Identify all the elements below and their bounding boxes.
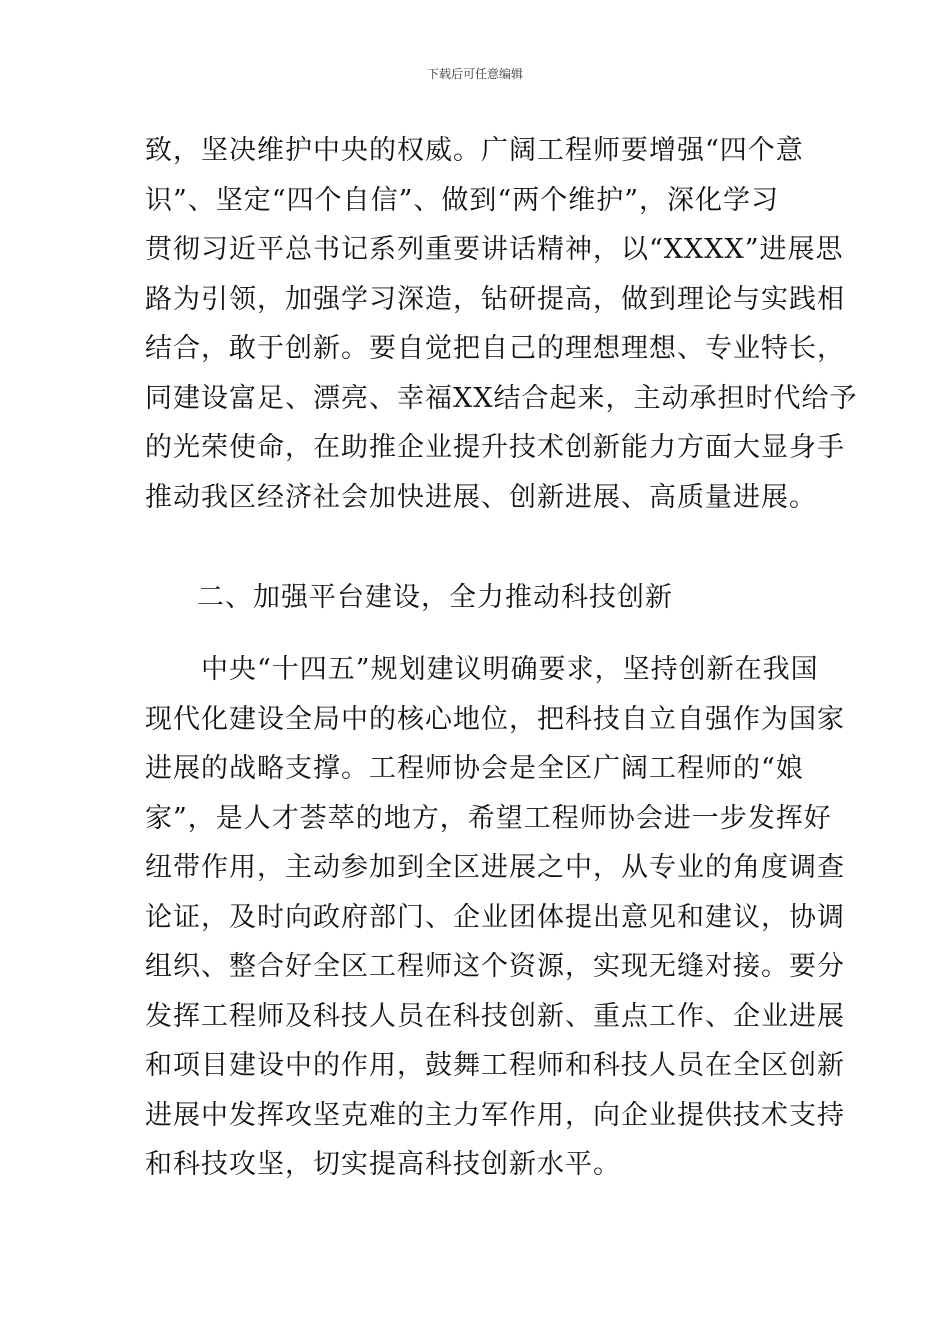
paragraph-line: 论证，及时向政府部门、企业团体提出意见和建议，协调: [145, 901, 845, 933]
paragraph-line: 的光荣使命，在助推企业提升技术创新能力方面大显身手: [145, 432, 845, 463]
paragraph-line: 和项目建设中的作用，鼓舞工程师和科技人员在全区创新: [145, 1050, 845, 1081]
paragraph-line: 中央“十四五”规划建议明确要求，坚持创新在我国: [145, 654, 819, 685]
paragraph-line: 同建设富足、漂亮、幸福XX结合起来，主动承担时代给予: [145, 382, 858, 414]
paragraph-line: 推动我区经济社会加快进展、创新进展、高质量进展。: [145, 481, 817, 513]
paragraph-line: 发挥工程师及科技人员在科技创新、重点工作、企业进展: [145, 1000, 845, 1032]
paragraph-line: 和科技攻坚，切实提高科技创新水平。: [145, 1149, 621, 1180]
paragraph-line: 家”，是人才荟萃的地方，希望工程师协会进一步发挥好: [145, 802, 832, 834]
paragraph-line: 组织、整合好全区工程师这个资源，实现无缝对接。要分: [145, 951, 845, 982]
paragraph-line: 结合，敢于创新。要自觉把自己的理想理想、专业特长，: [145, 333, 845, 364]
paragraph-2: [145, 645, 845, 1190]
paragraph-line: 现代化建设全局中的核心地位，把科技自立自强作为国家: [145, 703, 845, 735]
paragraph-line: 纽带作用，主动参加到全区进展之中，从专业的角度调查: [145, 852, 845, 883]
paragraph-line: 进展中发挥攻坚克难的主力军作用，向企业提供技术支持: [145, 1099, 845, 1131]
paragraph-line: 进展的战略支撑。工程师协会是全区广阔工程师的“娘: [145, 753, 804, 784]
paragraph-line: 致，坚决维护中央的权威。广阔工程师要增强“四个意: [145, 135, 804, 166]
section-heading: 二、加强平台建设，全力推动科技创新: [197, 582, 673, 613]
paragraph-line: 贯彻习近平总书记系列重要讲话精神，以“XXXX”进展思: [145, 234, 844, 265]
paragraph-line: 路为引领，加强学习深造，钻研提高，做到理论与实践相: [145, 283, 845, 315]
paragraph-line: 识”、坚定“四个自信”、做到“两个维护”，深化学习: [145, 184, 780, 216]
paragraph-1: [145, 126, 858, 522]
page-header: 下载后可任意编辑: [426, 67, 523, 81]
